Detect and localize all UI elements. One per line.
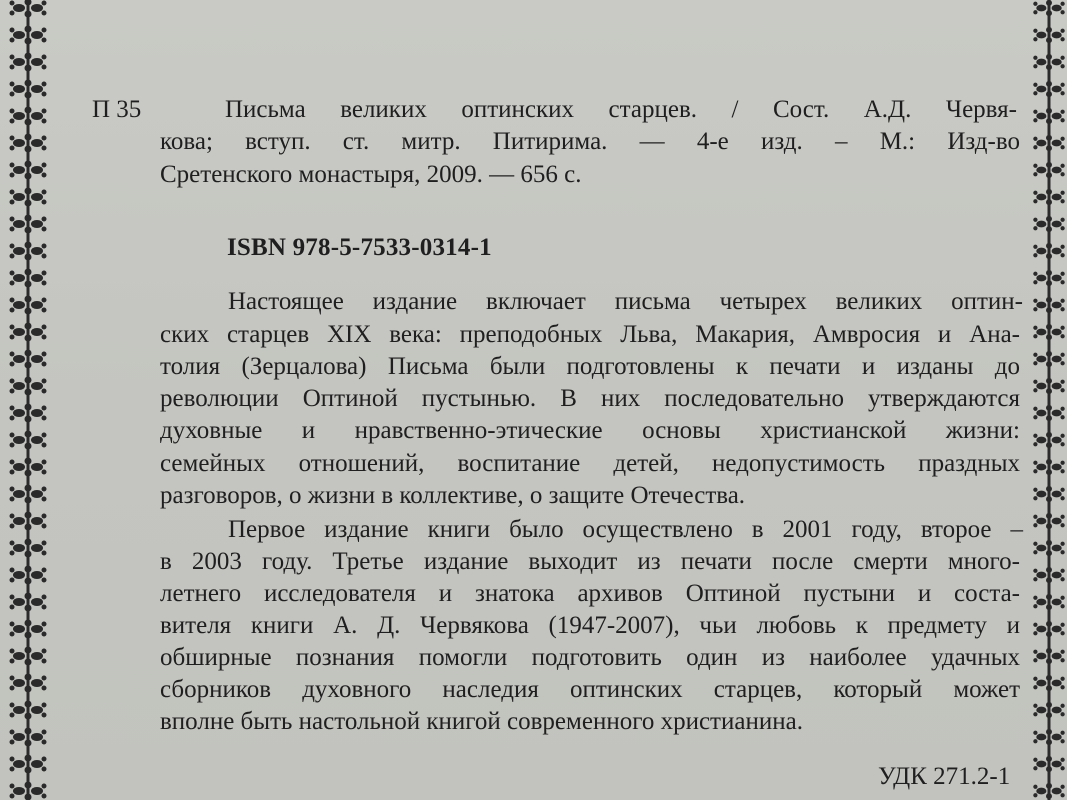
isbn: ISBN 978-5-7533-0314-1 (227, 234, 492, 261)
para1-line-3: толия (Зерцалова) Письма были подготовлены к печати и изданы до (160, 353, 1020, 380)
para2-line-1: Первое издание книги было осуществлено в 2001 году, второе – (228, 516, 1023, 543)
para1-line-4: революции Оптиной пустынью. В них последовательно утверждаются (160, 385, 1020, 412)
para2-line-6: сборников духовного наследия оптинских старцев, который может (160, 676, 1020, 703)
para2-line-5: обширные познания помогли подготовить один из наиболее удачных (160, 644, 1020, 671)
para1-line-5: духовные и нравственно-этические основы христианской жизни: (160, 417, 1020, 444)
para1-line-1: Настоящее издание включает письма четырех великих оптин- (228, 288, 1023, 315)
para1-line-7: разговоров, о жизни в коллективе, о защите Отечества. (160, 482, 746, 509)
para2-line-2: в 2003 году. Третье издание выходит из печати после смерти много- (160, 548, 1020, 575)
library-code: П 35 (92, 96, 142, 123)
udk-code: УДК 271.2-1 (878, 763, 1011, 790)
para2-line-3: летнего исследователя и знатока архивов Оптиной пустыни и соста- (160, 580, 1020, 607)
para1-line-2: ских старцев XIX века: преподобных Льва, Макария, Амвросия и Ана- (160, 321, 1020, 348)
entry-line-1: Письма великих оптинских старцев. / Сост. А.Д. Червя- (225, 96, 1017, 123)
para2-line-7: вполне быть настольной книгой современного христианина. (160, 708, 803, 735)
entry-line-3: Сретенского монастыря, 2009. — 656 с. (160, 161, 582, 188)
para2-line-4: вителя книги А. Д. Червякова (1947-2007), чьи любовь к предмету и (160, 612, 1020, 639)
entry-line-2: кова; вступ. ст. митр. Питирима. — 4-е изд. – М.: Изд-во (160, 128, 1020, 155)
para1-line-6: семейных отношений, воспитание детей, недопустимость праздных (160, 450, 1020, 477)
